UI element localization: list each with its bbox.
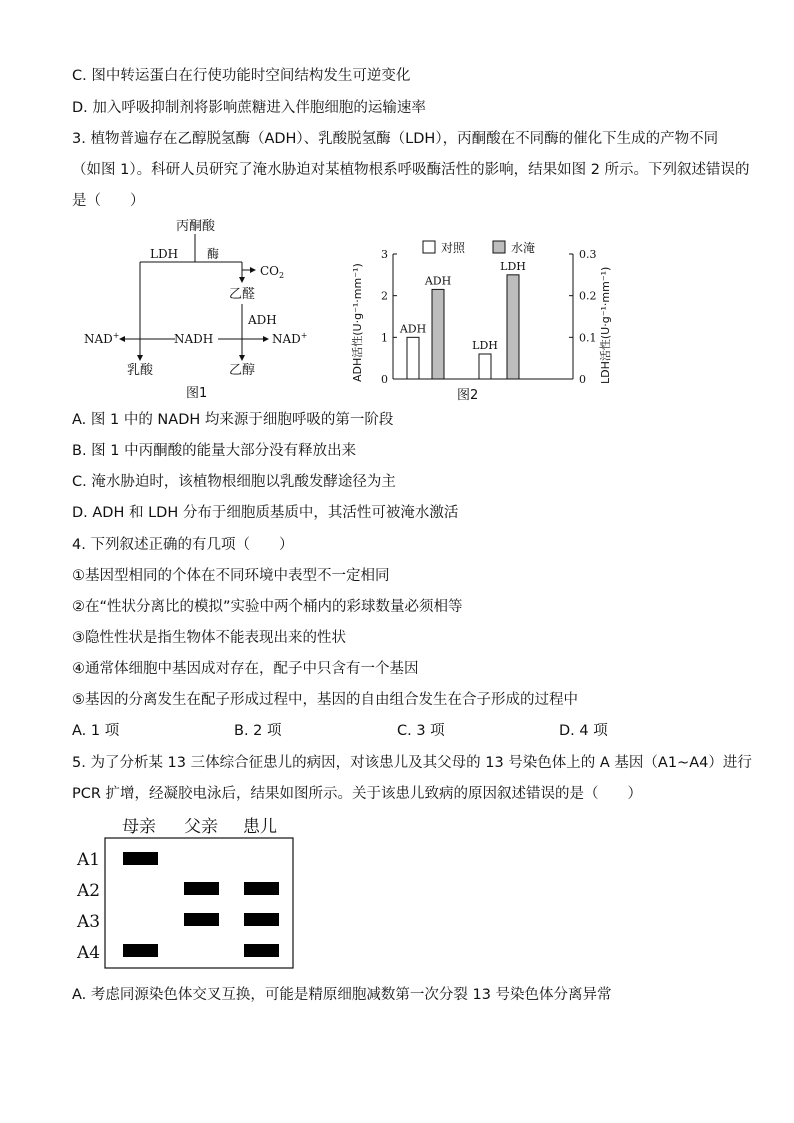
left-tick-label: 2 xyxy=(381,289,388,303)
left-tick-label: 1 xyxy=(381,331,388,345)
figure1-caption: 图1 xyxy=(186,386,208,401)
co2-label: $CO_2$ xyxy=(260,264,285,280)
q5-stem-line1: 5. 为了分析某 13 三体综合征患儿的病因，对该患儿及其父母的 13 号染色体上的 A 基因（A1~A4）进行 xyxy=(72,755,752,771)
q3-option-c: C. 淹水胁迫时，该植物根细胞以乳酸发酵途径为主 xyxy=(72,474,396,490)
q4-statement-3: ③隐性性状是指生物体不能表现出来的性状 xyxy=(72,630,346,646)
gel-electrophoresis-figure xyxy=(72,812,312,972)
left-axis-label: ADH活性(U·g⁻¹·mm⁻¹) xyxy=(351,263,364,382)
left-tick-label: 0 xyxy=(381,373,388,386)
enzyme-label: 酶 xyxy=(207,247,220,261)
left-tick-label: 3 xyxy=(381,248,388,261)
right-tick-label: 0.1 xyxy=(579,331,597,345)
ldh-enzyme-label: LDH xyxy=(150,247,179,261)
bar-ldh-flood xyxy=(507,275,519,379)
bar-adh-flood xyxy=(432,289,444,379)
gel-row-a1: A1 xyxy=(77,850,101,870)
q5-option-a: A. 考虑同源染色体交叉互换，可能是精原细胞减数第一次分裂 13 号染色体分离异常 xyxy=(72,987,612,1003)
bar-ldh-control xyxy=(479,354,491,379)
ethanol-label: 乙醇 xyxy=(229,363,256,378)
q4-option-c: C. 3 项 xyxy=(397,723,445,739)
bar-adh-control xyxy=(407,337,419,379)
q4-statement-5: ⑤基因的分离发生在配子形成过程中，基因的自由组合发生在合子形成的过程中 xyxy=(72,692,578,708)
gel-row-a3: A3 xyxy=(77,912,101,932)
q4-statement-4: ④通常体细胞中基因成对存在，配子中只含有一个基因 xyxy=(72,661,419,677)
adh-enzyme-label: ADH xyxy=(248,313,277,327)
gel-column-child: 患儿 xyxy=(243,817,277,837)
q4-option-d: D. 4 项 xyxy=(559,723,608,739)
q4-statement-1: ①基因型相同的个体在不同环境中表型不一定相同 xyxy=(72,568,390,584)
lactate-label: 乳酸 xyxy=(127,363,154,378)
figure2-caption: 图2 xyxy=(457,388,479,403)
right-tick-label: 0.2 xyxy=(579,289,597,303)
band-child-a4 xyxy=(244,944,279,957)
bar-adh-control-label: ADH xyxy=(399,322,427,336)
bar-ldh-flood-label: LDH xyxy=(500,259,526,273)
band-mother-a4 xyxy=(123,944,158,957)
nad-right-label: NAD+ xyxy=(272,331,308,346)
nadh-label: NADH xyxy=(174,332,214,346)
legend-flood-label: 水淹 xyxy=(511,241,536,255)
acetaldehyde-label: 乙醛 xyxy=(229,287,256,302)
q4-stem: 4. 下列叙述正确的有几项（ ） xyxy=(72,537,294,553)
legend-control-swatch xyxy=(423,241,435,253)
right-tick-label: 0 xyxy=(579,373,586,386)
q4-statement-2: ②在“性状分离比的模拟”实验中两个桶内的彩球数量必须相等 xyxy=(72,599,463,615)
nad-left-label: NAD+ xyxy=(84,331,120,346)
band-father-a3 xyxy=(184,913,219,926)
q3-stem-line1: 3. 植物普遍存在乙醇脱氢酶（ADH）、乳酸脱氢酶（LDH），丙酮酸在不同酶的催化下生成的产物不同 xyxy=(72,131,719,147)
legend-control-label: 对照 xyxy=(441,241,466,255)
gel-column-mother: 母亲 xyxy=(122,817,156,837)
legend-flood-swatch xyxy=(493,241,505,253)
q5-stem-line2: PCR 扩增，经凝胶电泳后，结果如图所示。关于该患儿致病的原因叙述错误的是（ ） xyxy=(72,786,643,802)
figure2-bar-chart xyxy=(345,232,625,404)
q3-option-a: A. 图 1 中的 NADH 均来源于细胞呼吸的第一阶段 xyxy=(72,412,394,428)
pyruvate-label: 丙酮酸 xyxy=(176,219,216,234)
q3-stem-line3: 是（ ） xyxy=(72,193,145,209)
q2-option-d: D. 加入呼吸抑制剂将影响蔗糖进入伴胞细胞的运输速率 xyxy=(72,100,426,116)
gel-row-a4: A4 xyxy=(77,943,101,963)
q3-option-d: D. ADH 和 LDH 分布于细胞质基质中，其活性可被淹水激活 xyxy=(72,505,459,521)
q3-option-b: B. 图 1 中丙酮酸的能量大部分没有释放出来 xyxy=(72,443,357,459)
band-child-a3 xyxy=(244,913,279,926)
gel-row-a2: A2 xyxy=(77,881,101,901)
q3-stem-line2: （如图 1）。科研人员研究了淹水胁迫对某植物根系呼吸酶活性的影响，结果如图 2 所示。下列叙述错误的 xyxy=(72,162,750,178)
bar-adh-flood-label: ADH xyxy=(424,274,452,288)
q2-option-c: C. 图中转运蛋白在行使功能时空间结构发生可逆变化 xyxy=(72,68,411,84)
band-father-a2 xyxy=(184,882,219,895)
q4-option-b: B. 2 项 xyxy=(234,723,282,739)
right-tick-label: 0.3 xyxy=(579,248,597,261)
band-mother-a1 xyxy=(123,852,158,865)
q4-option-a: A. 1 项 xyxy=(72,723,120,739)
band-child-a2 xyxy=(244,882,279,895)
figure1-pathway-diagram xyxy=(80,212,320,402)
right-axis-label: LDH活性(U·g⁻¹·mm⁻¹) xyxy=(599,266,612,384)
gel-column-father: 父亲 xyxy=(184,817,218,837)
bar-ldh-control-label: LDH xyxy=(472,339,498,352)
